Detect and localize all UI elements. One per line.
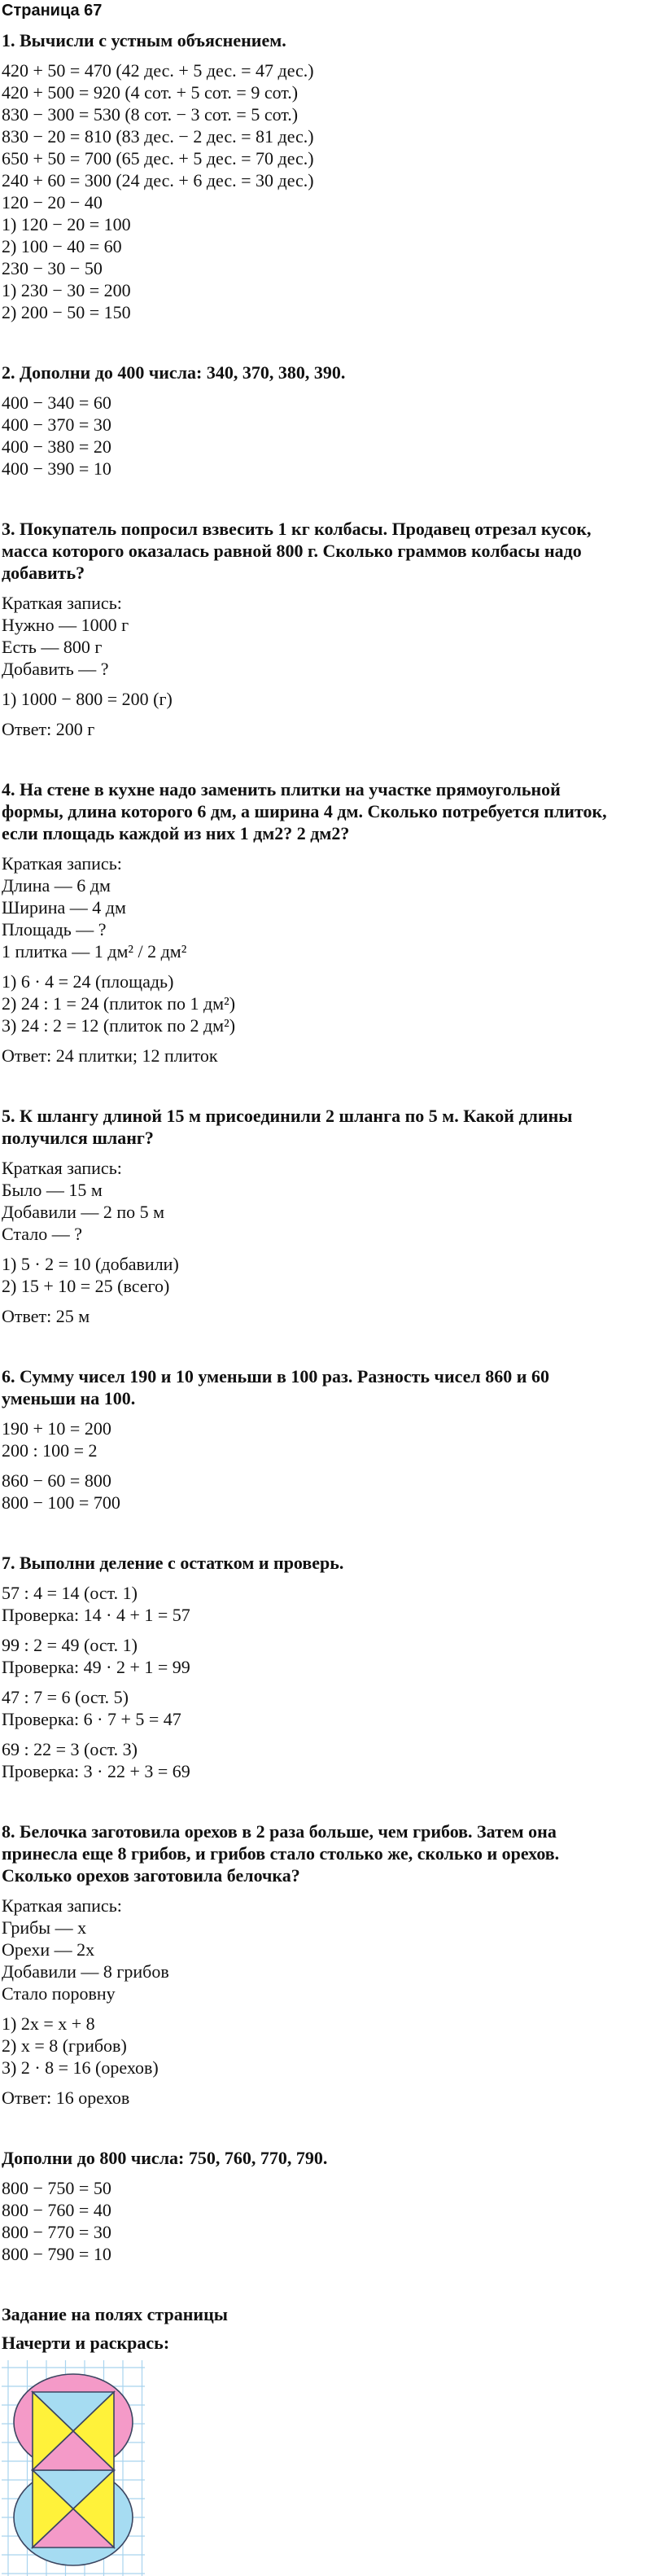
solution-line: 3) 24 : 2 = 12 (плиток по 2 дм²) <box>2 1015 236 1036</box>
solution-line: 1) 2x = x + 8 <box>2 2013 95 2034</box>
solution-line: 420 + 500 = 920 (4 сот. + 5 сот. = 9 сот.) <box>2 82 299 103</box>
task-heading-line: Дополни до 800 числа: 750, 760, 770, 790. <box>2 2148 328 2168</box>
solution-line: Ответ: 25 м <box>2 1306 90 1326</box>
solution-line: 800 − 750 = 50 <box>2 2178 111 2198</box>
task-heading-line: 2. Дополни до 400 числа: 340, 370, 380, 390. <box>2 362 346 383</box>
task-heading-line: масса которого оказалась равной 800 г. Сколько граммов колбасы надо <box>2 541 582 561</box>
solution-line: Проверка: 6 · 7 + 5 = 47 <box>2 1709 181 1729</box>
solution-line: Добавили — 8 грибов <box>2 1961 169 1982</box>
solution-line: Краткая запись: <box>2 853 122 874</box>
task-section <box>2 29 649 323</box>
solution-line: 2) 15 + 10 = 25 (всего) <box>2 1276 170 1296</box>
task-heading <box>2 2303 649 2325</box>
task-section <box>2 1105 649 1327</box>
solution-line: Проверка: 49 · 2 + 1 = 99 <box>2 1657 190 1677</box>
solution-block <box>2 2087 649 2109</box>
solution-line: Есть — 800 г <box>2 637 103 657</box>
solution-line: 240 + 60 = 300 (24 дес. + 6 дес. = 30 дес.) <box>2 170 314 191</box>
task-heading-line: принесла еще 8 грибов, и грибов стало столько же, сколько и орехов. <box>2 1843 560 1864</box>
solution-block <box>2 1470 649 1514</box>
solution-line: 830 − 300 = 530 (8 сот. − 3 сот. = 5 сот.) <box>2 104 299 125</box>
solution-line: Краткая запись: <box>2 1158 122 1178</box>
solution-block <box>2 1738 649 1782</box>
solution-line: 120 − 20 − 40 <box>2 192 103 212</box>
task-heading <box>2 1820 649 1886</box>
task-heading-line: добавить? <box>2 563 85 583</box>
task-section <box>2 2303 649 2325</box>
solution-line: Проверка: 14 · 4 + 1 = 57 <box>2 1605 190 1625</box>
task-heading-line: получился шланг? <box>2 1128 154 1148</box>
solution-line: 860 − 60 = 800 <box>2 1470 111 1491</box>
solution-line: 1) 1000 − 800 = 200 (г) <box>2 689 173 709</box>
solution-line: Стало поровну <box>2 1983 116 2004</box>
task-heading <box>2 1552 649 1574</box>
task-section <box>2 1552 649 1782</box>
solution-line: 400 − 380 = 20 <box>2 436 111 457</box>
task-heading <box>2 29 649 51</box>
solution-block <box>2 59 649 323</box>
task-heading-line: уменьши на 100. <box>2 1388 136 1408</box>
solution-line: 800 − 100 = 700 <box>2 1492 120 1513</box>
solution-block <box>2 1895 649 2004</box>
task-heading <box>2 518 649 584</box>
task-heading-line: 6. Сумму чисел 190 и 10 уменьши в 100 раз. Разность чисел 860 и 60 <box>2 1366 549 1387</box>
task-heading-line: Задание на полях страницы <box>2 2304 228 2324</box>
task-heading-line: формы, длина которого 6 дм, а ширина 4 дм. Сколько потребуется плиток, <box>2 801 607 821</box>
task-heading <box>2 2147 649 2169</box>
solution-block <box>2 718 649 740</box>
solution-line: Добавить — ? <box>2 659 109 679</box>
task-heading-line: 8. Белочка заготовила орехов в 2 раза больше, чем грибов. Затем она <box>2 1821 557 1842</box>
page-title: Страница 67 <box>2 2 103 20</box>
task-section <box>2 2147 649 2265</box>
solution-block <box>2 1305 649 1327</box>
solution-block <box>2 1582 649 1626</box>
solution-line: 69 : 22 = 3 (ост. 3) <box>2 1739 138 1759</box>
solution-line: Ответ: 16 орехов <box>2 2088 130 2108</box>
solution-line: 1 плитка — 1 дм² / 2 дм² <box>2 941 187 962</box>
task-section <box>2 361 649 480</box>
solution-line: 200 : 100 = 2 <box>2 1440 98 1461</box>
solution-line: 3) 2 · 8 = 16 (орехов) <box>2 2057 159 2078</box>
solution-line: 230 − 30 − 50 <box>2 258 103 278</box>
task-heading <box>2 1365 649 1409</box>
solution-block <box>2 2177 649 2265</box>
solution-line: 830 − 20 = 810 (83 дес. − 2 дес. = 81 дес.) <box>2 126 314 147</box>
solution-line: 800 − 790 = 10 <box>2 2244 111 2264</box>
task-list <box>2 29 649 2325</box>
solution-block <box>2 392 649 480</box>
task-heading <box>2 1105 649 1149</box>
solution-line: 400 − 390 = 10 <box>2 458 111 479</box>
colored-figure-drawing <box>2 2360 145 2576</box>
solution-block <box>2 1045 649 1067</box>
solution-line: 1) 5 · 2 = 10 (добавили) <box>2 1254 179 1274</box>
solution-line: 2) x = 8 (грибов) <box>2 2035 127 2056</box>
solution-block <box>2 2013 649 2079</box>
task-section <box>2 778 649 1067</box>
solution-block <box>2 592 649 680</box>
solution-line: Ширина — 4 дм <box>2 897 126 918</box>
solution-line: Грибы — x <box>2 1917 87 1938</box>
task-section <box>2 1365 649 1514</box>
solution-block <box>2 970 649 1036</box>
solution-line: 2) 200 − 50 = 150 <box>2 302 131 322</box>
task-heading-line: 1. Вычисли с устным объяснением. <box>2 30 286 50</box>
task-heading-line: Сколько орехов заготовила белочка? <box>2 1865 300 1886</box>
task-heading-line: 4. На стене в кухне надо заменить плитки на участке прямоугольной <box>2 779 561 800</box>
solution-line: 2) 24 : 1 = 24 (плиток по 1 дм²) <box>2 993 236 1014</box>
solution-line: 99 : 2 = 49 (ост. 1) <box>2 1635 138 1655</box>
solution-line: 400 − 340 = 60 <box>2 392 111 413</box>
solution-line: Ответ: 24 плитки; 12 плиток <box>2 1045 218 1066</box>
solution-line: Орехи — 2x <box>2 1939 95 1960</box>
solution-line: Проверка: 3 · 22 + 3 = 69 <box>2 1761 190 1781</box>
solution-line: Длина — 6 дм <box>2 875 111 896</box>
solution-line: Краткая запись: <box>2 1895 122 1916</box>
task-heading-line: 3. Покупатель попросил взвесить 1 кг колбасы. Продавец отрезал кусок, <box>2 519 592 539</box>
solution-block <box>2 688 649 710</box>
figure-instruction: Начерти и раскрась: <box>2 2333 170 2353</box>
solution-line: Краткая запись: <box>2 593 122 613</box>
solution-block <box>2 852 649 962</box>
solution-line: 800 − 760 = 40 <box>2 2200 111 2220</box>
solution-line: 400 − 370 = 30 <box>2 414 111 435</box>
solution-line: 800 − 770 = 30 <box>2 2222 111 2242</box>
solution-block <box>2 1253 649 1297</box>
task-section <box>2 518 649 740</box>
solution-line: 420 + 50 = 470 (42 дес. + 5 дес. = 47 дес.) <box>2 60 314 81</box>
task-heading-line: если площадь каждой из них 1 дм2? 2 дм2? <box>2 823 350 843</box>
solution-block <box>2 1157 649 1245</box>
task-heading <box>2 778 649 844</box>
solution-block <box>2 1417 649 1461</box>
solution-block <box>2 1686 649 1730</box>
solution-line: Ответ: 200 г <box>2 719 95 739</box>
solution-block <box>2 1634 649 1678</box>
solution-line: Площадь — ? <box>2 919 107 940</box>
solution-line: 1) 230 − 30 = 200 <box>2 280 131 300</box>
solution-line: 1) 120 − 20 = 100 <box>2 214 131 234</box>
task-section <box>2 1820 649 2109</box>
solution-line: Стало — ? <box>2 1224 82 1244</box>
task-heading-line: 7. Выполни деление с остатком и проверь. <box>2 1553 344 1573</box>
solution-line: Было — 15 м <box>2 1180 103 1200</box>
solution-line: 2) 100 − 40 = 60 <box>2 236 122 256</box>
solution-line: 1) 6 · 4 = 24 (площадь) <box>2 971 174 992</box>
solution-line: 47 : 7 = 6 (ост. 5) <box>2 1687 129 1707</box>
solution-line: 57 : 4 = 14 (ост. 1) <box>2 1583 138 1603</box>
solution-line: Добавили — 2 по 5 м <box>2 1202 165 1222</box>
task-heading <box>2 361 649 383</box>
solution-line: Нужно — 1000 г <box>2 615 129 635</box>
solution-line: 650 + 50 = 700 (65 дес. + 5 дес. = 70 дес.) <box>2 148 314 169</box>
task-heading-line: 5. К шлангу длиной 15 м присоединили 2 шланга по 5 м. Какой длины <box>2 1106 573 1126</box>
solution-line: 190 + 10 = 200 <box>2 1418 111 1439</box>
page-content <box>2 0 649 2576</box>
